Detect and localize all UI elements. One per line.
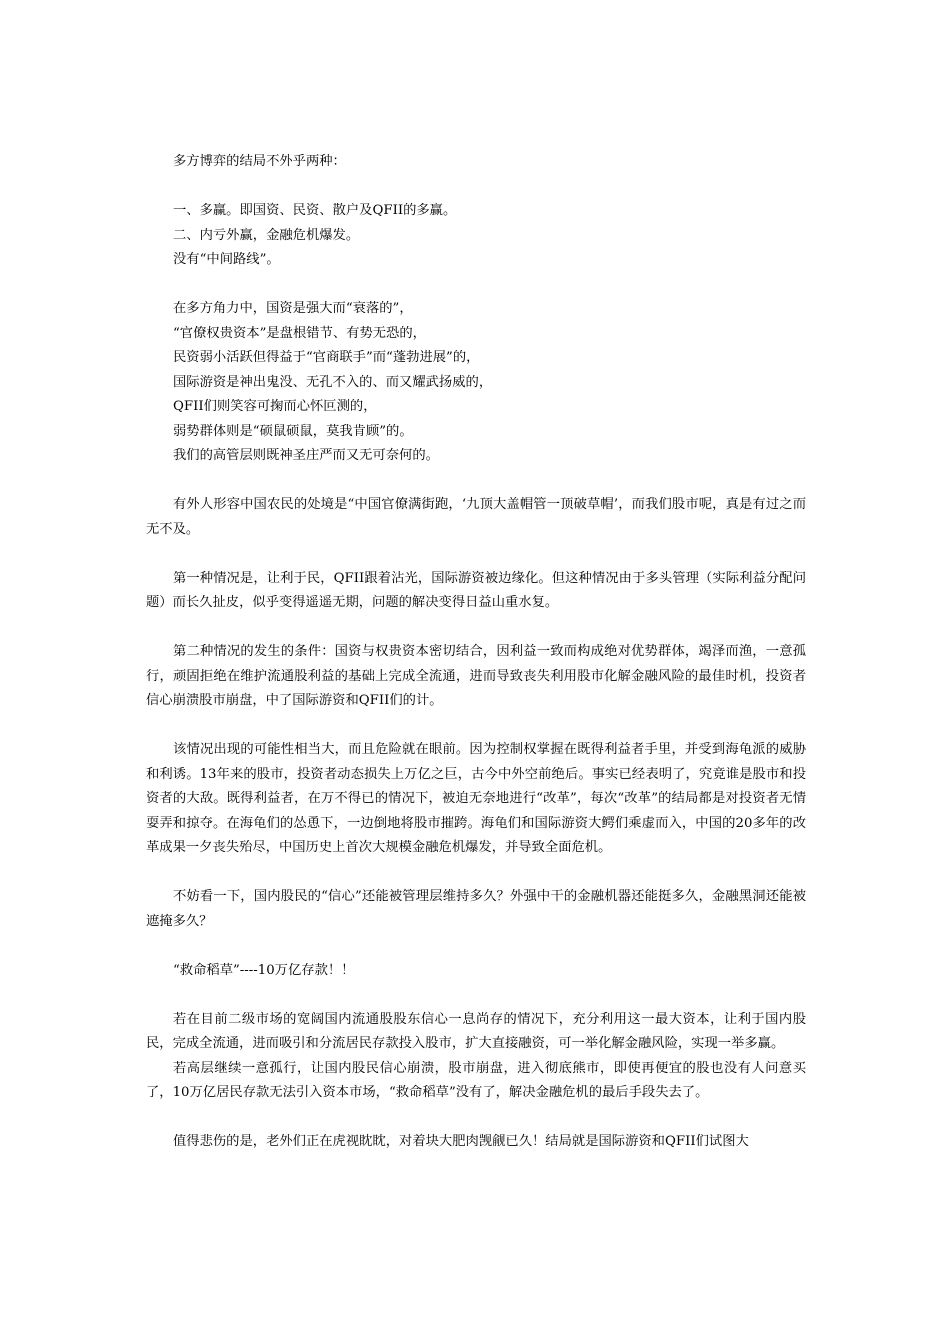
spacer [146, 861, 806, 886]
spacer [146, 273, 806, 298]
spacer [146, 616, 806, 641]
spacer [146, 542, 806, 567]
actor-line: “官僚权贵资本”是盘根错节、有势无恐的， [173, 325, 426, 341]
paragraph-sad: 值得悲伤的是，老外们正在虎视眈眈，对着块大肥肉觊觎已久！结局就是国际游资和QFII们试图大 [173, 1134, 749, 1149]
paragraph-farmers: 有外人形容中国农民的处境是“中国官僚满街跑，‘九顶大盖帽管一顶破草帽’，而我们股市呢，真是有过之而无不及。 [146, 497, 806, 537]
spacer [146, 469, 806, 494]
spacer [146, 934, 806, 959]
paragraph-confidence: 不妨看一下，国内股民的“信心”还能被管理层维持多久？外强中干的金融机器还能挺多久，金融黑洞还能被遮掩多久？ [146, 889, 806, 929]
paragraph-if-continue: 若高层继续一意孤行，让国内股民信心崩溃，股市崩盘，进入彻底熊市，即使再便宜的股也没有人问意买了，10万亿居民存款无法引入资本市场，“救命稻草”没有了，解决金融危机的最后手段失去了。 [146, 1060, 806, 1100]
actor-line: 民资弱小活跃但得益于“官商联手”而“蓬勃进展”的， [173, 350, 480, 365]
actor-line: 国际游资是神出鬼没、无孔不入的、而又耀武扬威的， [173, 374, 493, 390]
spacer [146, 714, 806, 739]
actor-line: 我们的高管层则既神圣庄严而又无可奈何的。 [173, 448, 439, 463]
spacer [146, 983, 806, 1008]
actor-line: 弱势群体则是“硕鼠硕鼠，莫我肯顾”的。 [173, 423, 413, 439]
spacer [146, 175, 806, 200]
paragraph-second-case: 第二种情况的发生的条件：国资与权贵资本密切结合，因利益一致而构成绝对优势群体，竭泽而渔，一意孤行，顽固拒绝在维护流通股利益的基础上完成全流通，进而导致丧失利用股市化解金融风险的最佳时机，投资者信心崩溃股市崩盘，中了国际游资和QFII们的计。 [146, 644, 806, 708]
actor-line: QFII们则笑容可掬而心怀叵测的， [173, 399, 377, 414]
intro-line: 多方博弈的结局不外乎两种： [173, 154, 346, 169]
outcome-one: 一、多赢。即国资、民资、散户及QFII的多赢。 [173, 203, 457, 218]
paragraph-first-case: 第一种情况是，让利于民，QFII跟着沾光，国际游资被边缘化。但这种情况由于多头管理（实际利益分配问题）而长久扯皮，似乎变得遥遥无期，问题的解决变得日益山重水复。 [146, 570, 806, 610]
actor-line: 在多方角力中，国资是强大而“衰落的”， [173, 301, 413, 316]
lifeline-heading: “救命稻草”----10万亿存款！！ [173, 962, 355, 978]
no-middle-line: 没有“中间路线”。 [173, 252, 280, 267]
spacer [146, 1106, 806, 1131]
paragraph-if-now: 若在目前二级市场的宽阔国内流通股股东信心一息尚存的情况下，充分利用这一最大资本，让利于国内股民，完成全流通，进而吸引和分流居民存款投入股市，扩大直接融资，可一举化解金融风险，实现一举多赢。 [146, 1011, 806, 1051]
paragraph-likely: 该情况出现的可能性相当大，而且危险就在眼前。因为控制权掌握在既得利益者手里，并受到海龟派的威胁和利诱。13年来的股市，投资者动态损失上万亿之巨，古今中外空前绝后。事实已经表明了，究竟谁是股市和投资者的大敌。既得利益者，在万不得已的情况下，被迫无奈地进行“改革”，每次“改革”的结局都是对投资者无情耍弄和掠夺。在海龟们的怂恿下，一边倒地将股市摧跨。海龟们和国际游资大鳄们乘虚而入，中国的20多年的改革成果一夕丧失殆尽，中国历史上首次大规模金融危机爆发，并导致全面危机。 [146, 742, 806, 855]
outcome-two: 二、内亏外赢，金融危机爆发。 [173, 227, 360, 243]
document-body [146, 150, 806, 1155]
